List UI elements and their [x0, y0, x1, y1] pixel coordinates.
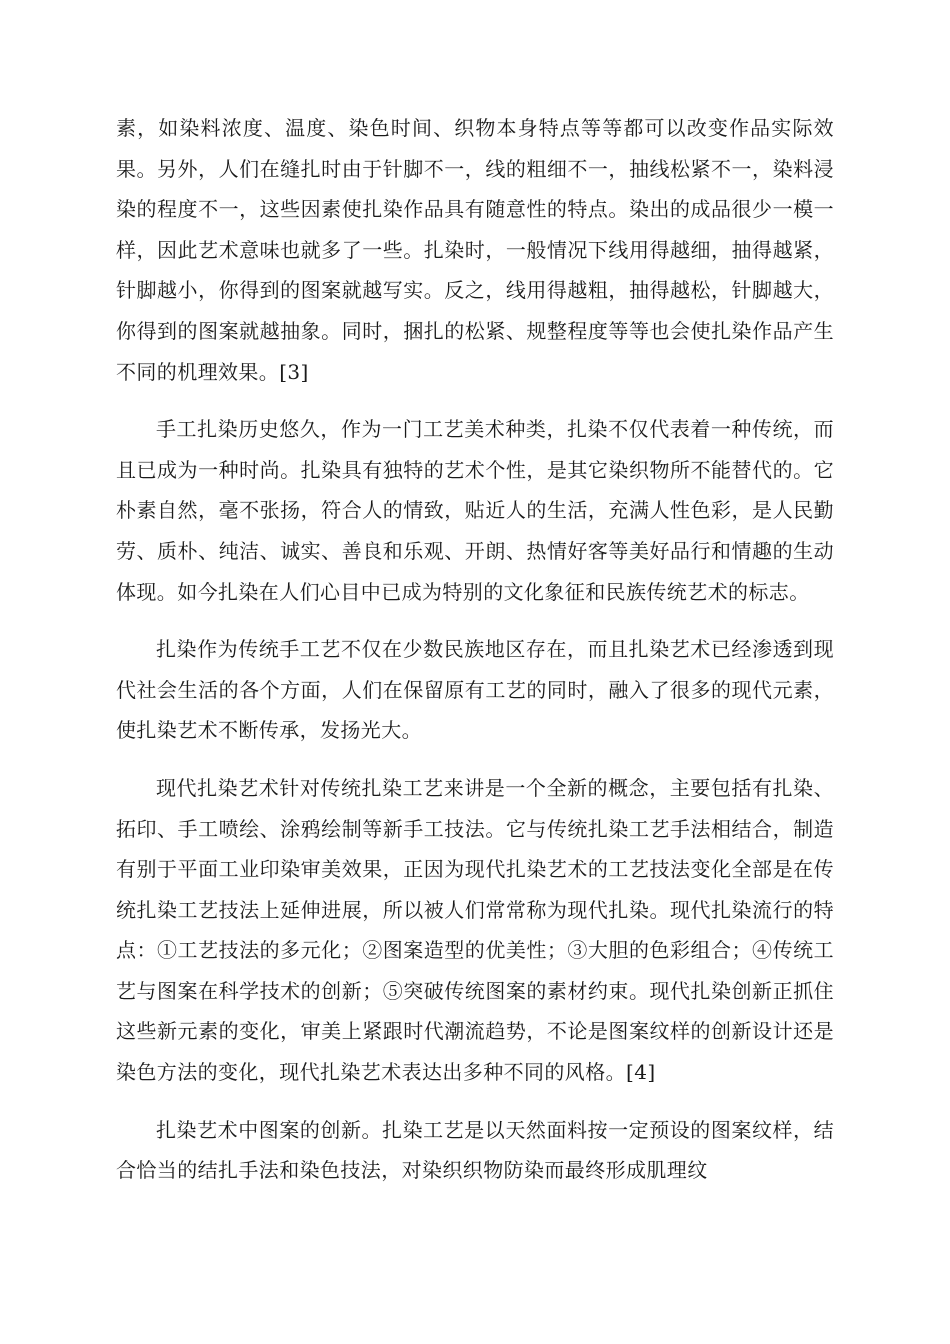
paragraph: 扎染作为传统手工艺不仅在少数民族地区存在，而且扎染艺术已经渗透到现代社会生活的各个方面，人们在保留原有工艺的同时，融入了很多的现代元素，使扎染艺术不断传承，发扬光大。: [116, 637, 834, 743]
paragraph: 扎染艺术中图案的创新。扎染工艺是以天然面料按一定预设的图案纹样，结合恰当的结扎手法和染色技法，对染织织物防染而最终形成肌理纹: [116, 1117, 834, 1183]
paragraph: 现代扎染艺术针对传统扎染工艺来讲是一个全新的概念，主要包括有扎染、拓印、手工喷绘、涂鸦绘制等新手工技法。它与传统扎染工艺手法相结合，制造有别于平面工业印染审美效果，正因为现代扎染艺术的工艺技法变化全部是在传统扎染工艺技法上延伸进展，所以被人们常常称为现代扎染。现代扎染流行的特点：①工艺技法的多元化；②图案造型的优美性；③大胆的色彩组合；④传统工艺与图案在科学技术的创新；⑤突破传统图案的素材约束。现代扎染创新正抓住这些新元素的变化，审美上紧跟时代潮流趋势，不论是图案纹样的创新设计还是染色方法的变化，现代扎染艺术表达出多种不同的风格。[4]: [116, 775, 834, 1085]
paragraph-continued: 素，如染料浓度、温度、染色时间、织物本身特点等等都可以改变作品实际效果。另外，人们在缝扎时由于针脚不一，线的粗细不一，抽线松紧不一，染料浸染的程度不一，这些因素使扎染作品具有随意性的特点。染出的成品很少一模一样，因此艺术意味也就多了一些。扎染时，一般情况下线用得越细，抽得越紧，针脚越小，你得到的图案就越写实。反之，线用得越粗，抽得越松，针脚越大，你得到的图案就越抽象。同时，捆扎的松紧、规整程度等等也会使扎染作品产生不同的机理效果。[3]: [116, 116, 834, 384]
document-body: [116, 108, 834, 1208]
paragraph: 手工扎染历史悠久，作为一门工艺美术种类，扎染不仅代表着一种传统，而且已成为一种时尚。扎染具有独特的艺术个性，是其它染织物所不能替代的。它朴素自然，毫不张扬，符合人的情致，贴近人的生活，充满人性色彩，是人民勤劳、质朴、纯洁、诚实、善良和乐观、开朗、热情好客等美好品行和情趣的生动体现。如今扎染在人们心目中已成为特别的文化象征和民族传统艺术的标志。: [116, 417, 834, 604]
